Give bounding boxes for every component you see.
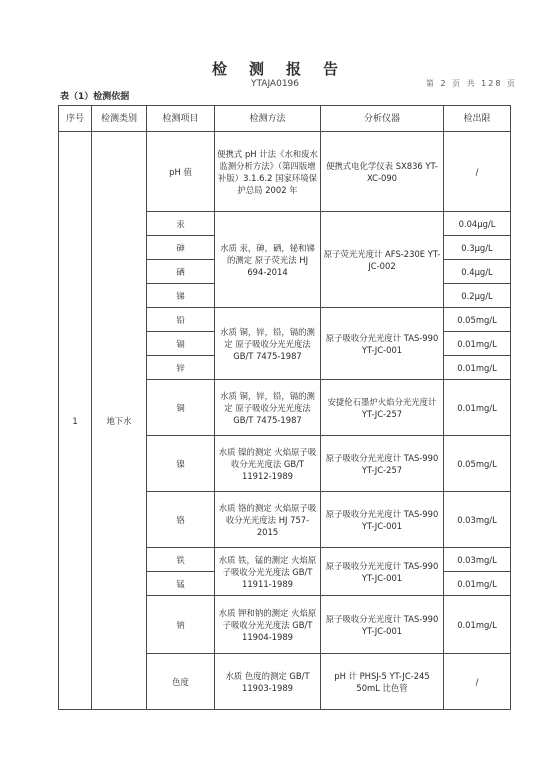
item-cell: 汞: [147, 212, 215, 236]
method-cell: 水质 钾和钠的测定 火焰原子吸收分光光度法 GB/T 11904-1989: [215, 596, 321, 654]
report-title: 检测报告: [211, 60, 360, 78]
instrument-cell: 原子吸收分光光度计 TAS-990 YT-JC-001: [321, 548, 444, 596]
detection-basis-table: [58, 105, 511, 710]
instrument-cell: 便携式电化学仪表 SX836 YT-XC-090: [321, 132, 444, 212]
category-cell: 地下水: [92, 132, 147, 710]
limit-cell: 0.03mg/L: [444, 548, 511, 572]
limit-cell: 0.4μg/L: [444, 260, 511, 284]
column-header-category: 检测类别: [92, 106, 147, 132]
column-header-item: 检测项目: [147, 106, 215, 132]
table-row: [59, 132, 511, 212]
table-header-row: [59, 106, 511, 132]
method-cell: 水质 色度的测定 GB/T 11903-1989: [215, 654, 321, 710]
limit-cell: 0.03mg/L: [444, 492, 511, 548]
item-cell: 铬: [147, 492, 215, 548]
item-cell: 锰: [147, 572, 215, 596]
item-cell: 铜: [147, 380, 215, 436]
limit-cell: 0.01mg/L: [444, 332, 511, 356]
document-number: YTAJA0196: [250, 79, 299, 89]
item-cell: 硒: [147, 260, 215, 284]
limit-cell: 0.05mg/L: [444, 308, 511, 332]
method-cell: 水质 铁，锰的测定 火焰原子吸收分光光度法 GB/T 11911-1989: [215, 548, 321, 596]
table-caption: 表（1）检测依据: [60, 92, 130, 102]
method-cell: 水质 铜，锌，铅，镉的测定 原子吸收分光光度法 GB/T 7475-1987: [215, 308, 321, 380]
item-cell: 锌: [147, 356, 215, 380]
item-cell: 色度: [147, 654, 215, 710]
column-header-instrument: 分析仪器: [321, 106, 444, 132]
instrument-cell: 原子吸收分光光度计 TAS-990 YT-JC-001: [321, 308, 444, 380]
seq-cell: 1: [59, 132, 92, 710]
instrument-cell: 原子吸收分光光度计 TAS-990 YT-JC-001: [321, 492, 444, 548]
column-header-seq: 序号: [59, 106, 92, 132]
item-cell: 钠: [147, 596, 215, 654]
instrument-cell: pH 计 PHSJ-5 YT-JC-245 50mL 比色管: [321, 654, 444, 710]
limit-cell: /: [444, 654, 511, 710]
item-cell: 铅: [147, 308, 215, 332]
limit-cell: 0.01mg/L: [444, 356, 511, 380]
method-cell: 水质 汞，砷，硒，铋和锑的测定 原子荧光法 HJ 694-2014: [215, 212, 321, 308]
limit-cell: 0.2μg/L: [444, 284, 511, 308]
instrument-cell: 原子吸收分光光度计 TAS-990 YT-JC-001: [321, 596, 444, 654]
item-cell: pH 值: [147, 132, 215, 212]
method-cell: 水质 铬的测定 火焰原子吸收分光光度法 HJ 757-2015: [215, 492, 321, 548]
item-cell: 镉: [147, 332, 215, 356]
limit-cell: 0.3μg/L: [444, 236, 511, 260]
method-cell: 水质 镍的测定 火焰原子吸收分光光度法 GB/T 11912-1989: [215, 436, 321, 492]
page-info: 第 2 页 共 128 页: [425, 79, 517, 88]
item-cell: 铁: [147, 548, 215, 572]
limit-cell: 0.01mg/L: [444, 596, 511, 654]
method-cell: 水质 铜，锌，铅，镉的测定 原子吸收分光光度法 GB/T 7475-1987: [215, 380, 321, 436]
column-header-limit: 检出限: [444, 106, 511, 132]
method-cell: 便携式 pH 计法《水和废水监测分析方法》（第四版增补版）3.1.6.2 国家环境保护总局 2002 年: [215, 132, 321, 212]
instrument-cell: 安捷伦石墨炉火焰分光光度计 YT-JC-257: [321, 380, 444, 436]
limit-cell: 0.01mg/L: [444, 380, 511, 436]
item-cell: 镍: [147, 436, 215, 492]
limit-cell: /: [444, 132, 511, 212]
item-cell: 锑: [147, 284, 215, 308]
limit-cell: 0.05mg/L: [444, 436, 511, 492]
instrument-cell: 原子吸收分光光度计 TAS-990 YT-JC-257: [321, 436, 444, 492]
limit-cell: 0.04μg/L: [444, 212, 511, 236]
item-cell: 砷: [147, 236, 215, 260]
instrument-cell: 原子荧光光度计 AFS-230E YT-JC-002: [321, 212, 444, 308]
limit-cell: 0.01mg/L: [444, 572, 511, 596]
column-header-method: 检测方法: [215, 106, 321, 132]
